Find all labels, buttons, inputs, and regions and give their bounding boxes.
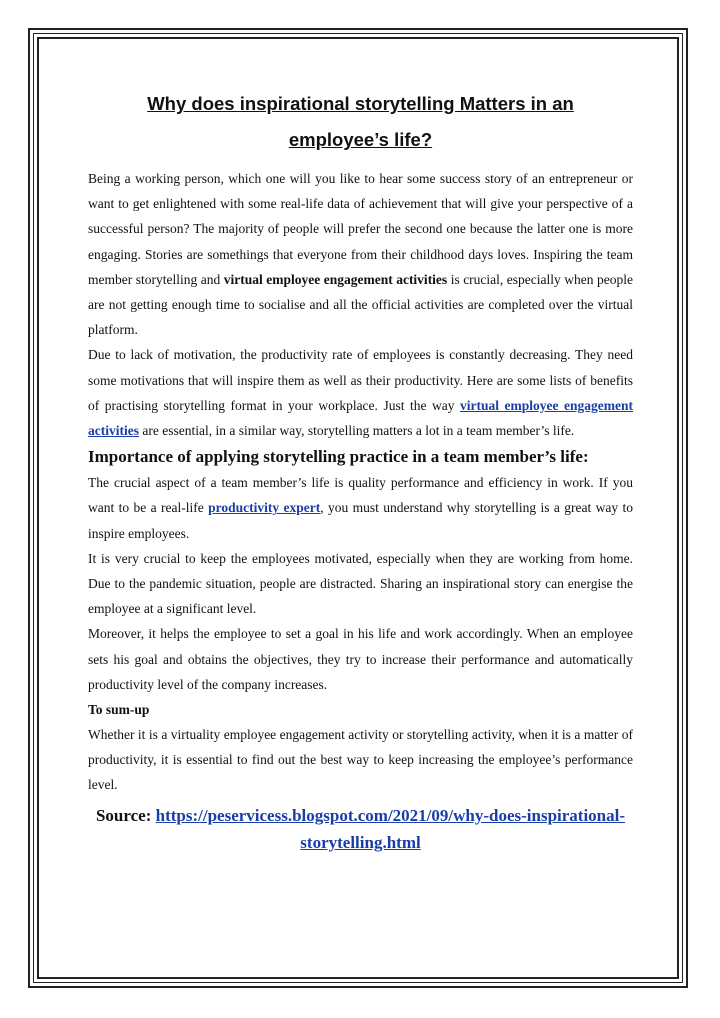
source-label: Source: <box>95 805 152 825</box>
paragraph-aspect-text-a: The crucial aspect of a team member’s life is quality performance and efficiency in work. If you want to be a real-life <box>88 475 633 516</box>
title-line-2: employee’s life? <box>288 129 433 150</box>
source-link[interactable]: https://peservicess.blogspot.com/2021/09/why-does-inspirational-storytelling.html <box>155 805 626 852</box>
paragraph-goal: Moreover, it helps the employee to set a goal in his life and work accordingly. When an employee sets his goal and obtains the objectives, they try to increase their performance and automatically productivity level of the company increases. <box>88 626 633 692</box>
paragraph-motivation-text-b: are essential, in a similar way, storytelling matters a lot in a team member’s life. <box>138 423 575 439</box>
paragraph-intro-text-b: is crucial, especially when people are not getting enough time to socialise and all the official activities are completed over the virtual platform. <box>88 271 633 338</box>
title-line-1: Why does inspirational storytelling Matters in an <box>147 93 574 114</box>
paragraph-motivation <box>88 342 633 443</box>
section-heading-sum-up: To sum-up <box>88 702 150 718</box>
paragraph-intro-bold: virtual employee engagement activities <box>223 271 448 287</box>
paragraph-motivated: It is very crucial to keep the employees motivated, especially when they are working from home. Due to the pandemic situation, people are distracted. Sharing an inspirational story can energise the employee at a significant level. <box>88 550 633 617</box>
section-heading-importance: Importance of applying storytelling practice in a team member’s life: <box>88 447 589 467</box>
paragraph-intro <box>88 166 633 342</box>
productivity-expert-link[interactable]: productivity expert <box>208 500 321 516</box>
paragraph-aspect-text-b: , you must understand why storytelling is a great way to inspire employees. <box>88 500 633 541</box>
virtual-employee-engagement-link[interactable]: virtual employee engagement activities <box>88 397 633 439</box>
document-body <box>88 86 633 856</box>
paragraph-motivation-text-a: Due to lack of motivation, the productivity rate of employees is constantly decreasing. They need some motivations that will inspire them as well as their productivity. Here are some lists of benefits of practising storytelling format in your workplace. Just the way <box>88 347 633 413</box>
paragraph-intro-text-a: Being a working person, which one will you like to hear some success story of an entrepreneur or want to get enlightened with some real-life data of achievement that will give your perspective of a successful person? The majority of people will prefer the second one because the latter one is more engaging. Stories are somethings that everyone from their childhood days loves. Inspiring the team member storytelling and <box>88 171 633 287</box>
paragraph-conclusion: Whether it is a virtuality employee engagement activity or storytelling activity, when it is a matter of productivity, it is essential to find out the best way to keep increasing the employee’s performance level. <box>88 727 633 793</box>
page-title <box>88 86 633 158</box>
source-line <box>88 802 633 856</box>
paragraph-aspect <box>88 470 633 546</box>
